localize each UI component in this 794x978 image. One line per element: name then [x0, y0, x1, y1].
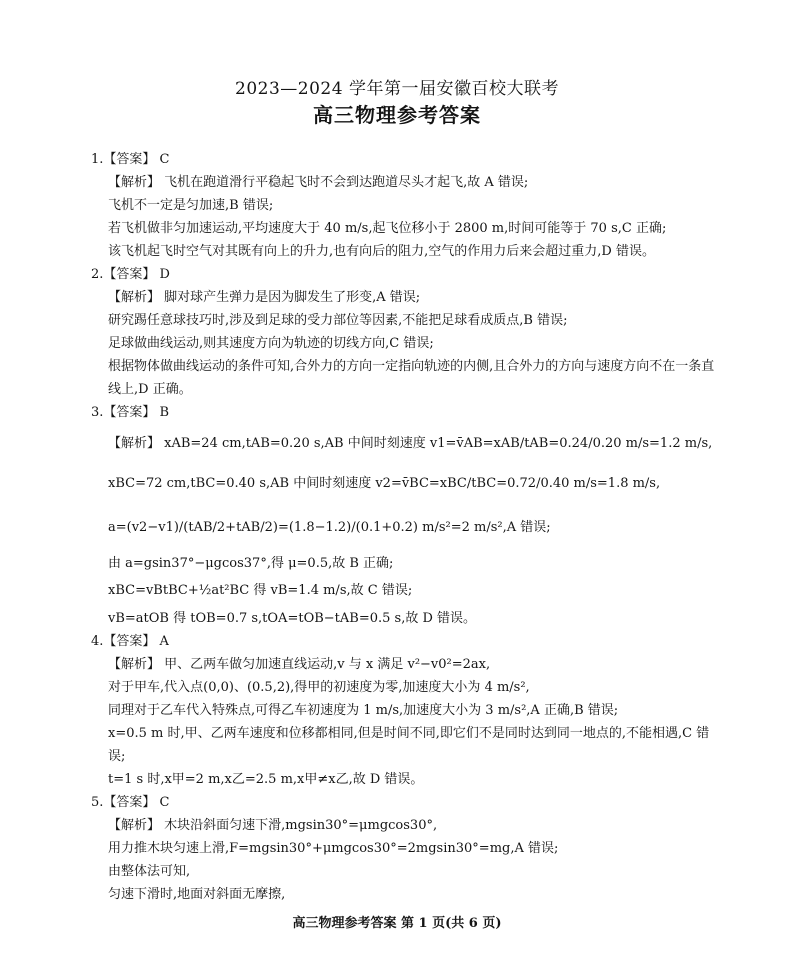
q1-analysis-2: 飞机不一定是匀加速,B 错误; [108, 198, 274, 213]
page-footer: 高三物理参考答案 第 1 页(共 6 页) [292, 916, 502, 931]
q3-analysis-5: xBC=vBtBC+½at²BC 得 vB=1.4 m/s,故 C 错误; [108, 583, 413, 598]
q3-answer: 3.【答案】 B [91, 405, 170, 420]
q1-analysis-4: 该飞机起飞时空气对其既有向上的升力,也有向后的阻力,空气的作用力后来会超过重力,D 错误。 [108, 244, 655, 259]
q2-analysis-3: 足球做曲线运动,则其速度方向为轨迹的切线方向,C 错误; [108, 336, 434, 351]
q3-analysis-6: vB=atOB 得 tOB=0.7 s,tOA=tOB−tAB=0.5 s,故 D 错误。 [108, 611, 477, 626]
q1-analysis-3: 若飞机做非匀加速运动,平均速度大于 40 m/s,起飞位移小于 2800 m,时间可能等于 70 s,C 正确; [108, 221, 667, 236]
q5-analysis-1: 【解析】 木块沿斜面匀速下滑,mgsin30°=μmgcos30°, [108, 818, 438, 833]
q3-analysis-4: 由 a=gsin37°−μgcos37°,得 μ=0.5,故 B 正确; [108, 556, 394, 571]
q4-analysis-5: t=1 s 时,x甲=2 m,x乙=2.5 m,x甲≠x乙,故 D 错误。 [108, 772, 424, 787]
q5-analysis-2: 用力推木块匀速上滑,F=mgsin30°+μmgcos30°=2mgsin30°=mg,A 错误; [108, 841, 559, 856]
q4-answer: 4.【答案】 A [91, 634, 169, 649]
q4-analysis-4: x=0.5 m 时,甲、乙两车速度和位移都相同,但是时间不同,即它们不是同时达到同一地点的,不能相遇,C 错误; [108, 726, 710, 764]
q1-analysis-1: 【解析】 飞机在跑道滑行平稳起飞时不会到达跑道尽头才起飞,故 A 错误; [108, 175, 529, 190]
q4-analysis-3: 同理对于乙车代入特殊点,可得乙车初速度为 1 m/s,加速度大小为 3 m/s²,A 正确,B 错误; [108, 703, 619, 718]
q3-analysis-1: 【解析】 xAB=24 cm,tAB=0.20 s,AB 中间时刻速度 v1=v̄AB=xAB/tAB=0.24/0.20 m/s=1.2 m/s, [108, 436, 713, 451]
q5-analysis-3: 由整体法可知, [108, 864, 191, 879]
q2-analysis-2: 研究踢任意球技巧时,涉及到足球的受力部位等因素,不能把足球看成质点,B 错误; [108, 313, 568, 328]
document-title: 高三物理参考答案 [313, 103, 481, 127]
q2-answer: 2.【答案】 D [91, 267, 170, 282]
q3-analysis-3: a=(v2−v1)/(tAB/2+tAB/2)=(1.8−1.2)/(0.1+0.2) m/s²=2 m/s²,A 错误; [108, 520, 551, 535]
exam-title: 2023—2024 学年第一届安徽百校大联考 [235, 79, 559, 99]
q4-analysis-1: 【解析】 甲、乙两车做匀加速直线运动,v 与 x 满足 v²−v0²=2ax, [108, 657, 491, 672]
q4-analysis-2: 对于甲车,代入点(0,0)、(0.5,2),得甲的初速度为零,加速度大小为 4 m/s², [108, 680, 530, 695]
q2-analysis-1: 【解析】 脚对球产生弹力是因为脚发生了形变,A 错误; [108, 290, 421, 305]
q5-answer: 5.【答案】 C [91, 795, 170, 810]
q2-analysis-4: 根据物体做曲线运动的条件可知,合外力的方向一定指向轨迹的内侧,且合外力的方向与速度方向不在一条直线上,D 正确。 [108, 359, 715, 397]
q5-analysis-4: 匀速下滑时,地面对斜面无摩擦, [108, 887, 286, 902]
q3-analysis-2: xBC=72 cm,tBC=0.40 s,AB 中间时刻速度 v2=v̄BC=xBC/tBC=0.72/0.40 m/s=1.8 m/s, [108, 476, 661, 491]
answer-content [91, 148, 731, 906]
q1-answer: 1.【答案】 C [91, 152, 170, 167]
